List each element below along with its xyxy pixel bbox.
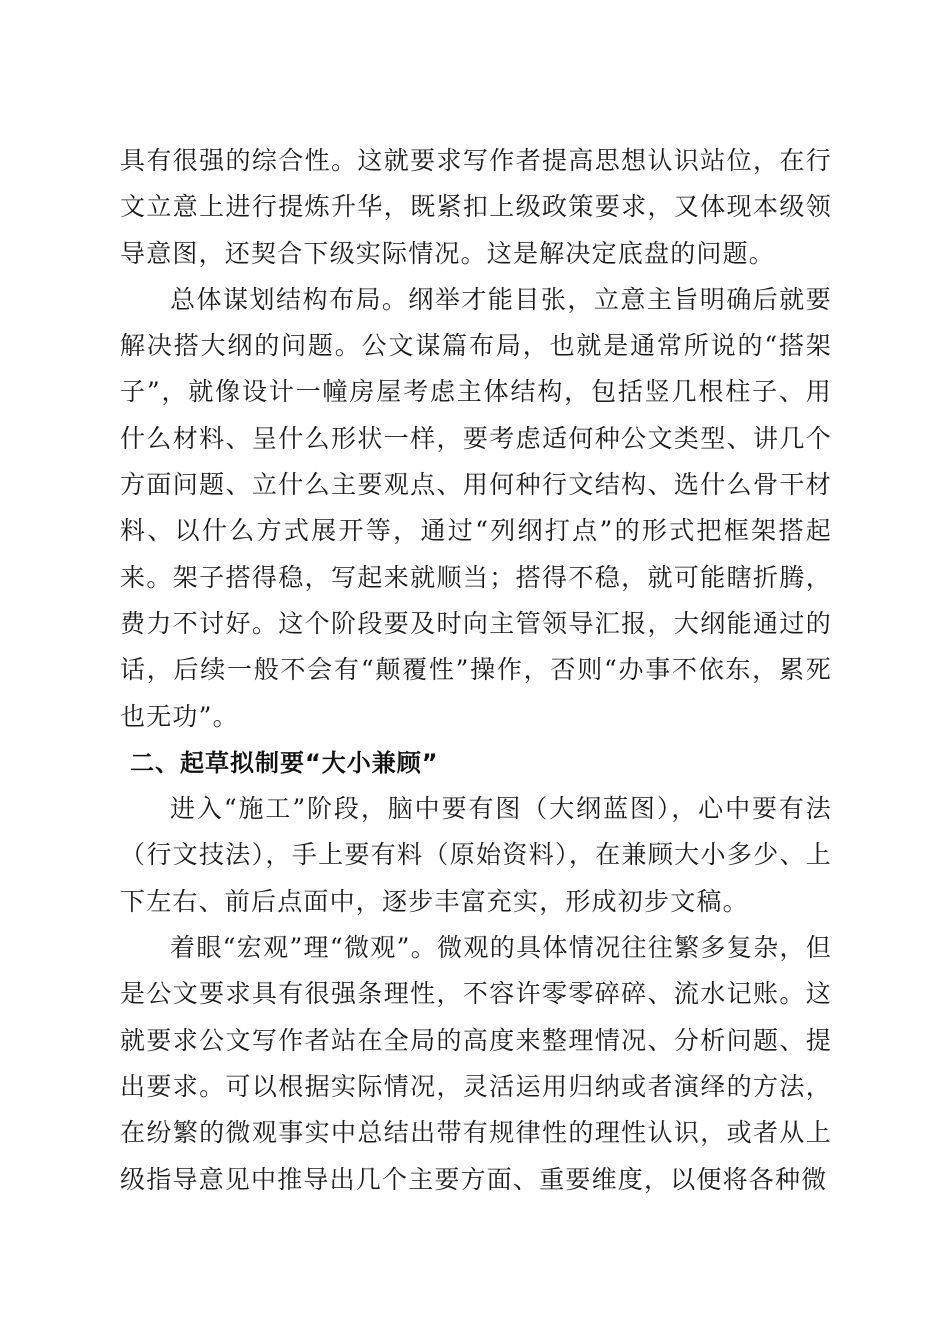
paragraph-structure-layout: 总体谋划结构布局。纲举才能目张，立意主旨明确后就要解决搭大纲的问题。公文谋篇布局，也就是通常所说的“搭架子”，就像设计一幢房屋考虑主体结构，包括竖几根柱子、用什么材料、呈什么形状一样，要考虑适何种公文类型、讲几个方面问题、立什么主要观点、用何种行文结构、选什么骨干材料、以什么方式展开等，通过“列纲打点”的形式把框架搭起来。架子搭得稳，写起来就顺当；搭得不稳，就可能瞎折腾，费力不讨好。这个阶段要及时向主管领导汇报，大纲能通过的话，后续一般不会有“颠覆性”操作，否则“办事不依东，累死也无功”。 <box>120 284 832 731</box>
paragraph-macro-micro: 着眼“宏观”理“微观”。微观的具体情况往往繁多复杂，但是公文要求具有很强条理性，不容许零零碎碎、流水记账。这就要求公文写作者站在全局的高度来整理情况、分析问题、提出要求。可以根据实际情况，灵活运用归纳或者演绎的方法，在纷繁的微观事实中总结出带有规律性的理性认识，或者从上级指导意见中推导出几个主要方面、重要维度，以便将各种微 <box>120 933 832 1194</box>
section-heading: 二、起草拟制要“大小兼顾” <box>130 748 439 777</box>
paragraph-continuation: 具有很强的综合性。这就要求写作者提高思想认识站位，在行文立意上进行提炼升华，既紧扣上级政策要求，又体现本级领导意图，还契合下级实际情况。这是解决定底盘的问题。 <box>120 146 832 268</box>
paragraph-construction-stage: 进入“施工”阶段，脑中要有图（大纲蓝图），心中要有法（行文技法），手上要有料（原始资料），在兼顾大小多少、上下左右、前后点面中，逐步丰富充实，形成初步文稿。 <box>120 794 832 916</box>
document-body <box>120 138 832 1203</box>
